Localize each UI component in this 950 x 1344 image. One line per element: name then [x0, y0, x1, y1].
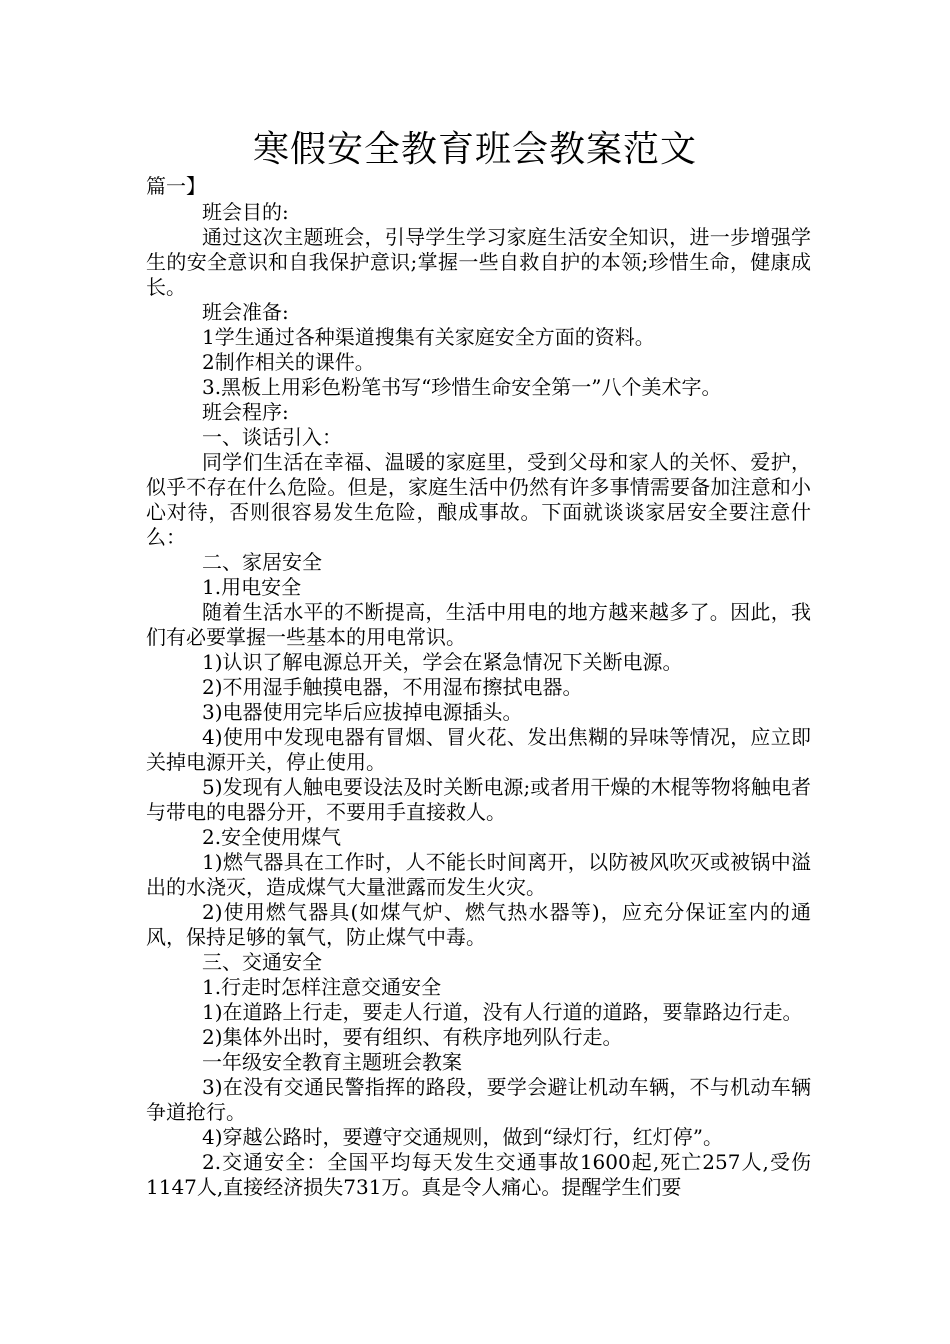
- paragraph: 3)电器使用完毕后应拔掉电源插头。: [202, 700, 523, 724]
- paragraph: 2)不用湿手触摸电器，不用湿布擦拭电器。: [202, 675, 583, 699]
- paragraph: 1)在道路上行走，要走人行道，没有人行道的道路，要靠路边行走。: [202, 1000, 803, 1024]
- paragraph: 班会程序:: [202, 400, 289, 424]
- paragraph: 3)在没有交通民警指挥的路段，要学会避让机动车辆，不与机动车辆争道抢行。: [146, 1075, 811, 1124]
- paragraph: 二、家居安全: [202, 550, 322, 574]
- paragraph: 1.行走时怎样注意交通安全: [202, 975, 442, 999]
- paragraph: 2.安全使用煤气: [202, 825, 342, 849]
- paragraph: 5)发现有人触电要设法及时关断电源;或者用干燥的木棍等物将触电者与带电的电器分开，不要用手直接救人。: [146, 775, 811, 824]
- paragraph: 2.交通安全：全国平均每天发生交通事故1600起,死亡257人,受伤1147人,直接经济损失731万。真是令人痛心。提醒学生们要: [146, 1150, 811, 1199]
- paragraph: 同学们生活在幸福、温暖的家庭里，受到父母和家人的关怀、爱护，似乎不存在什么危险。但是，家庭生活中仍然有许多事情需要备加注意和小心对待，否则很容易发生危险，酿成事故。下面就谈谈家居安全要注意什么：: [146, 450, 811, 549]
- paragraph: 1)认识了解电源总开关，学会在紧急情况下关断电源。: [202, 650, 683, 674]
- paragraph: 随着生活水平的不断提高，生活中用电的地方越来越多了。因此，我们有必要掌握一些基本的用电常识。: [146, 600, 811, 649]
- paragraph: 班会目的:: [202, 200, 289, 224]
- paragraph: 4)穿越公路时，要遵守交通规则，做到“绿灯行，红灯停”。: [202, 1125, 723, 1149]
- document-title: 寒假安全教育班会教案范文: [252, 129, 697, 170]
- paragraph: 2制作相关的课件。: [202, 350, 375, 374]
- paragraph: 一年级安全教育主题班会教案: [202, 1050, 462, 1074]
- paragraph: 三、交通安全: [202, 950, 322, 974]
- paragraph: 1学生通过各种渠道搜集有关家庭安全方面的资料。: [202, 325, 655, 349]
- paragraph: 3.黑板上用彩色粉笔书写“珍惜生命安全第一”八个美术字。: [202, 375, 722, 399]
- paragraph: 通过这次主题班会，引导学生学习家庭生活安全知识，进一步增强学生的安全意识和自我保护意识;掌握一些自救自护的本领;珍惜生命，健康成长。: [146, 225, 811, 299]
- paragraph: 2)使用燃气器具(如煤气炉、燃气热水器等)，应充分保证室内的通风，保持足够的氧气，防止煤气中毒。: [146, 900, 811, 949]
- paragraph: 班会准备:: [202, 300, 289, 324]
- section-label: 篇一】: [146, 174, 206, 198]
- paragraph: 一、谈话引入：: [202, 425, 342, 449]
- paragraph: 4)使用中发现电器有冒烟、冒火花、发出焦糊的异味等情况，应立即关掉电源开关，停止使用。: [146, 725, 811, 774]
- paragraph: 1)燃气器具在工作时，人不能长时间离开，以防被风吹灭或被锅中溢出的水浇灭，造成煤气大量泄露而发生火灾。: [146, 850, 811, 899]
- paragraph: 2)集体外出时，要有组织、有秩序地列队行走。: [202, 1025, 623, 1049]
- paragraph: 1.用电安全: [202, 575, 302, 599]
- document-body: [146, 200, 811, 1200]
